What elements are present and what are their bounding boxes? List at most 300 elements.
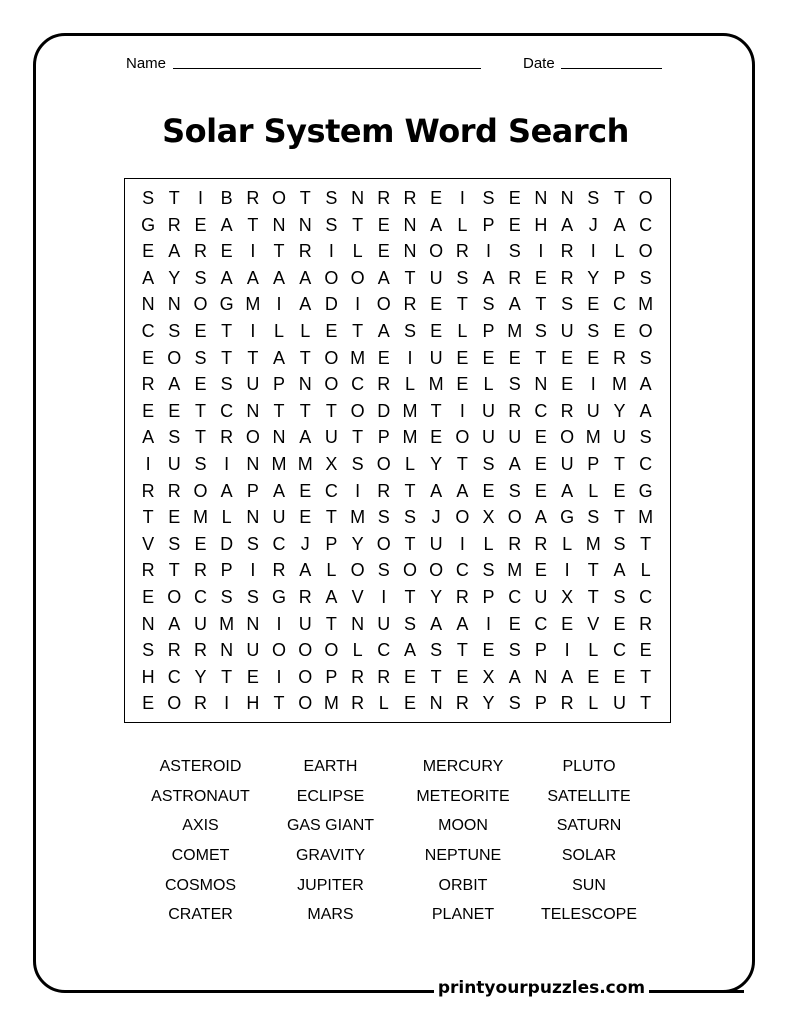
grid-letter[interactable]: Y [194,666,207,687]
grid-letter[interactable]: O [560,427,575,448]
grid-letter[interactable]: R [508,267,522,288]
grid-letter[interactable]: E [377,347,390,368]
grid-letter[interactable]: R [298,241,312,262]
grid-letter[interactable]: Y [351,533,364,554]
grid-letter[interactable]: R [272,560,286,581]
grid-letter[interactable]: U [429,347,443,368]
grid-letter[interactable]: U [377,613,391,634]
grid-letter[interactable]: E [142,347,155,368]
grid-letter[interactable]: N [403,214,417,235]
grid-letter[interactable]: R [141,480,155,501]
grid-letter[interactable]: E [613,666,626,687]
grid-letter[interactable]: O [350,560,365,581]
grid-letter[interactable]: A [273,347,286,368]
grid-letter[interactable]: T [535,347,547,368]
grid-letter[interactable]: A [639,400,652,421]
grid-letter[interactable]: T [299,188,311,208]
grid-letter[interactable]: S [246,586,259,607]
grid-letter[interactable]: E [587,294,600,315]
grid-letter[interactable]: R [167,480,181,501]
grid-letter[interactable]: O [167,693,182,714]
grid-letter[interactable]: C [167,666,181,687]
grid-letter[interactable]: E [403,693,416,714]
grid-letter[interactable]: E [534,267,547,288]
grid-letter[interactable]: A [246,267,259,288]
grid-letter[interactable]: E [142,693,155,714]
grid-letter[interactable]: A [430,214,443,235]
grid-letter[interactable]: T [194,400,206,421]
grid-letter[interactable]: Y [168,267,181,288]
grid-letter[interactable]: D [324,294,338,315]
grid-letter[interactable]: T [221,347,233,368]
grid-letter[interactable]: I [355,294,361,315]
grid-letter[interactable]: D [220,533,234,554]
grid-letter[interactable]: S [508,640,521,661]
grid-letter[interactable]: A [377,320,390,341]
grid-letter[interactable]: U [298,613,312,634]
grid-letter[interactable]: A [639,374,652,395]
grid-letter[interactable]: C [193,586,207,607]
grid-letter[interactable]: S [430,640,443,661]
grid-letter[interactable]: S [587,188,600,208]
grid-letter[interactable]: R [455,586,469,607]
grid-letter[interactable]: S [403,507,416,528]
grid-letter[interactable]: J [300,533,310,554]
grid-letter[interactable]: O [638,241,653,262]
grid-letter[interactable]: P [613,267,626,288]
grid-letter[interactable]: I [276,666,282,687]
grid-letter[interactable]: L [588,480,599,501]
grid-letter[interactable]: M [323,693,339,714]
grid-letter[interactable]: M [350,347,366,368]
grid-letter[interactable]: P [246,480,259,501]
grid-letter[interactable]: O [429,560,444,581]
grid-letter[interactable]: X [482,666,495,687]
grid-letter[interactable]: T [273,693,285,714]
grid-letter[interactable]: A [168,241,181,262]
grid-letter[interactable]: R [141,560,155,581]
grid-letter[interactable]: S [639,267,652,288]
grid-letter[interactable]: C [220,400,234,421]
grid-letter[interactable]: O [298,640,313,661]
grid-letter[interactable]: T [299,347,311,368]
grid-letter[interactable]: I [276,613,282,634]
grid-letter[interactable]: M [192,507,208,528]
grid-letter[interactable]: T [535,294,547,315]
grid-letter[interactable]: L [352,241,363,262]
grid-letter[interactable]: O [376,533,391,554]
grid-letter[interactable]: P [534,640,547,661]
grid-letter[interactable]: T [613,507,625,528]
grid-letter[interactable]: V [587,613,600,634]
grid-letter[interactable]: E [587,666,600,687]
grid-letter[interactable]: E [613,480,626,501]
grid-letter[interactable]: E [613,320,626,341]
grid-letter[interactable]: A [168,374,181,395]
grid-letter[interactable]: U [167,453,181,474]
grid-letter[interactable]: S [168,320,181,341]
grid-letter[interactable]: E [168,507,181,528]
grid-letter[interactable]: U [429,267,443,288]
grid-letter[interactable]: O [638,188,653,208]
grid-letter[interactable]: E [456,374,469,395]
grid-letter[interactable]: O [350,267,365,288]
grid-letter[interactable]: A [273,480,286,501]
grid-letter[interactable]: E [168,400,181,421]
grid-letter[interactable]: E [613,613,626,634]
grid-letter[interactable]: U [482,427,496,448]
grid-letter[interactable]: I [564,640,570,661]
grid-letter[interactable]: X [482,507,495,528]
grid-letter[interactable]: O [455,507,470,528]
grid-letter[interactable]: V [142,533,155,554]
grid-letter[interactable]: U [612,693,626,714]
grid-letter[interactable]: O [245,427,260,448]
grid-letter[interactable]: X [325,453,338,474]
grid-letter[interactable]: T [221,320,233,341]
grid-letter[interactable]: S [561,294,574,315]
grid-letter[interactable]: T [640,666,652,687]
grid-letter[interactable]: I [459,188,465,208]
grid-letter[interactable]: M [507,320,523,341]
grid-letter[interactable]: S [377,507,390,528]
grid-letter[interactable]: T [640,533,652,554]
grid-letter[interactable]: T [247,214,259,235]
grid-letter[interactable]: C [272,533,286,554]
grid-letter[interactable]: O [324,374,339,395]
grid-letter[interactable]: J [431,507,441,528]
grid-letter[interactable]: L [562,533,573,554]
grid-letter[interactable]: E [561,613,574,634]
grid-letter[interactable]: N [272,214,286,235]
grid-letter[interactable]: J [588,214,598,235]
grid-letter[interactable]: E [194,374,207,395]
grid-letter[interactable]: A [561,214,574,235]
grid-letter[interactable]: R [560,400,574,421]
grid-letter[interactable]: R [193,693,207,714]
grid-letter[interactable]: I [459,400,465,421]
grid-letter[interactable]: P [482,586,495,607]
grid-letter[interactable]: C [612,640,626,661]
grid-letter[interactable]: A [482,267,495,288]
grid-letter[interactable]: O [167,586,182,607]
grid-letter[interactable]: U [586,400,600,421]
grid-letter[interactable]: T [247,347,259,368]
grid-letter[interactable]: C [377,640,391,661]
grid-letter[interactable]: A [299,560,312,581]
grid-letter[interactable]: S [639,347,652,368]
grid-letter[interactable]: L [614,241,625,262]
grid-letter[interactable]: E [508,347,521,368]
grid-letter[interactable]: R [403,294,417,315]
grid-letter[interactable]: U [534,586,548,607]
grid-letter[interactable]: T [456,294,468,315]
grid-letter[interactable]: M [638,294,654,315]
grid-letter[interactable]: I [328,241,334,262]
grid-letter[interactable]: I [486,613,492,634]
grid-letter[interactable]: N [429,693,443,714]
grid-letter[interactable]: N [246,400,260,421]
grid-letter[interactable]: M [350,507,366,528]
grid-letter[interactable]: L [352,640,363,661]
grid-letter[interactable]: N [560,188,574,208]
grid-letter[interactable]: H [141,666,155,687]
grid-letter[interactable]: Y [430,586,443,607]
grid-letter[interactable]: E [534,560,547,581]
grid-letter[interactable]: E [377,241,390,262]
grid-letter[interactable]: R [377,666,391,687]
name-line[interactable] [173,54,481,69]
grid-letter[interactable]: S [325,188,338,208]
grid-letter[interactable]: L [404,374,415,395]
grid-letter[interactable]: A [299,267,312,288]
grid-letter[interactable]: R [560,267,574,288]
grid-letter[interactable]: S [168,427,181,448]
grid-letter[interactable]: M [219,613,235,634]
grid-letter[interactable]: O [193,480,208,501]
grid-letter[interactable]: E [482,347,495,368]
grid-letter[interactable]: O [455,427,470,448]
grid-letter[interactable]: T [325,613,337,634]
grid-letter[interactable]: U [612,427,626,448]
grid-letter[interactable]: M [638,507,654,528]
grid-letter[interactable]: L [326,560,337,581]
grid-letter[interactable]: E [403,666,416,687]
grid-letter[interactable]: S [613,533,626,554]
grid-letter[interactable]: E [299,507,312,528]
grid-letter[interactable]: V [351,586,364,607]
grid-letter[interactable]: Y [482,693,495,714]
grid-letter[interactable]: N [246,507,260,528]
grid-letter[interactable]: B [220,188,233,208]
grid-letter[interactable]: S [142,188,155,208]
grid-letter[interactable]: R [220,427,234,448]
grid-letter[interactable]: I [224,453,230,474]
grid-letter[interactable]: N [246,453,260,474]
grid-letter[interactable]: T [273,241,285,262]
grid-letter[interactable]: U [560,453,574,474]
grid-letter[interactable]: C [639,214,653,235]
grid-letter[interactable]: S [220,374,233,395]
grid-letter[interactable]: T [352,214,364,235]
grid-letter[interactable]: A [142,427,155,448]
grid-letter[interactable]: A [456,480,469,501]
grid-letter[interactable]: T [430,400,442,421]
grid-letter[interactable]: N [351,613,365,634]
grid-letter[interactable]: R [612,347,626,368]
grid-letter[interactable]: S [482,560,495,581]
grid-letter[interactable]: E [142,586,155,607]
grid-letter[interactable]: L [588,640,599,661]
grid-letter[interactable]: O [350,400,365,421]
grid-letter[interactable]: T [613,188,625,208]
grid-letter[interactable]: P [534,693,547,714]
grid-letter[interactable]: O [193,294,208,315]
grid-letter[interactable]: N [403,241,417,262]
grid-letter[interactable]: U [429,533,443,554]
grid-letter[interactable]: I [276,294,282,315]
grid-letter[interactable]: I [381,586,387,607]
grid-letter[interactable]: L [457,320,468,341]
grid-letter[interactable]: Y [613,400,626,421]
grid-letter[interactable]: E [220,241,233,262]
grid-letter[interactable]: S [639,427,652,448]
grid-letter[interactable]: C [508,586,522,607]
grid-letter[interactable]: C [639,453,653,474]
grid-letter[interactable]: I [590,374,596,395]
grid-letter[interactable]: R [560,241,574,262]
grid-letter[interactable]: I [250,560,256,581]
grid-letter[interactable]: E [142,241,155,262]
grid-letter[interactable]: S [482,294,495,315]
grid-letter[interactable]: I [564,560,570,581]
grid-letter[interactable]: P [273,374,286,395]
grid-letter[interactable]: E [508,188,521,208]
grid-letter[interactable]: T [640,693,652,714]
grid-letter[interactable]: H [246,693,260,714]
grid-letter[interactable]: M [245,294,261,315]
grid-letter[interactable]: O [324,267,339,288]
grid-letter[interactable]: T [168,560,180,581]
grid-letter[interactable]: C [324,480,338,501]
grid-letter[interactable]: I [407,347,413,368]
grid-letter[interactable]: C [455,560,469,581]
grid-letter[interactable]: N [167,294,181,315]
grid-letter[interactable]: R [377,480,391,501]
grid-letter[interactable]: E [299,480,312,501]
grid-letter[interactable]: I [590,241,596,262]
grid-letter[interactable]: D [377,400,391,421]
grid-letter[interactable]: R [455,241,469,262]
grid-letter[interactable]: M [297,453,313,474]
grid-letter[interactable]: E [482,640,495,661]
grid-letter[interactable]: N [141,613,155,634]
grid-letter[interactable]: E [194,320,207,341]
grid-letter[interactable]: Y [587,267,600,288]
grid-letter[interactable]: T [404,267,416,288]
grid-letter[interactable]: R [455,693,469,714]
grid-letter[interactable]: S [194,347,207,368]
grid-letter[interactable]: P [325,533,338,554]
grid-letter[interactable]: M [271,453,287,474]
grid-letter[interactable]: T [221,666,233,687]
grid-letter[interactable]: S [587,507,600,528]
grid-letter[interactable]: A [220,267,233,288]
grid-letter[interactable]: I [486,241,492,262]
grid-letter[interactable]: S [613,586,626,607]
grid-letter[interactable]: O [402,560,417,581]
grid-letter[interactable]: P [482,320,495,341]
grid-letter[interactable]: U [193,613,207,634]
grid-letter[interactable]: O [272,188,287,208]
grid-letter[interactable]: L [588,693,599,714]
grid-letter[interactable]: T [194,427,206,448]
grid-letter[interactable]: O [376,294,391,315]
grid-letter[interactable]: N [246,613,260,634]
grid-letter[interactable]: S [482,453,495,474]
grid-letter[interactable]: R [639,613,653,634]
grid-letter[interactable]: A [142,267,155,288]
grid-letter[interactable]: U [482,400,496,421]
grid-letter[interactable]: T [299,400,311,421]
grid-letter[interactable]: T [456,640,468,661]
grid-letter[interactable]: R [377,188,391,208]
grid-letter[interactable]: O [298,693,313,714]
grid-letter[interactable]: E [430,188,443,208]
grid-letter[interactable]: T [325,507,337,528]
grid-letter[interactable]: I [145,453,151,474]
grid-letter[interactable]: L [483,374,494,395]
grid-letter[interactable]: O [324,347,339,368]
grid-letter[interactable]: S [482,188,495,208]
grid-letter[interactable]: S [377,560,390,581]
grid-letter[interactable]: L [300,320,311,341]
grid-letter[interactable]: T [352,427,364,448]
grid-letter[interactable]: R [246,188,260,208]
grid-letter[interactable]: G [560,507,575,528]
grid-letter[interactable]: U [246,640,260,661]
grid-letter[interactable]: N [351,188,365,208]
grid-letter[interactable]: T [404,586,416,607]
grid-letter[interactable]: E [325,320,338,341]
grid-letter[interactable]: C [141,320,155,341]
grid-letter[interactable]: E [430,320,443,341]
grid-letter[interactable]: I [250,320,256,341]
grid-letter[interactable]: T [142,507,154,528]
grid-letter[interactable]: L [221,507,232,528]
grid-letter[interactable]: Y [430,453,443,474]
grid-letter[interactable]: E [430,294,443,315]
grid-letter[interactable]: L [404,453,415,474]
grid-letter[interactable]: T [587,560,599,581]
grid-letter[interactable]: M [585,427,601,448]
grid-letter[interactable]: N [534,666,548,687]
grid-letter[interactable]: N [141,294,155,315]
grid-letter[interactable]: A [613,560,626,581]
grid-letter[interactable]: E [587,347,600,368]
grid-letter[interactable]: R [351,693,365,714]
grid-letter[interactable]: A [299,427,312,448]
grid-letter[interactable]: E [561,374,574,395]
grid-letter[interactable]: E [456,666,469,687]
grid-letter[interactable]: A [377,267,390,288]
grid-letter[interactable]: R [193,241,207,262]
grid-letter[interactable]: T [613,453,625,474]
grid-letter[interactable]: N [220,640,234,661]
grid-letter[interactable]: C [534,613,548,634]
grid-letter[interactable]: I [459,533,465,554]
grid-letter[interactable]: A [561,666,574,687]
grid-letter[interactable]: M [428,374,444,395]
grid-letter[interactable]: C [351,374,365,395]
grid-letter[interactable]: M [402,400,418,421]
grid-letter[interactable]: A [456,613,469,634]
grid-letter[interactable]: A [561,480,574,501]
grid-letter[interactable]: O [638,320,653,341]
grid-letter[interactable]: R [560,693,574,714]
grid-letter[interactable]: P [325,666,338,687]
grid-letter[interactable]: A [613,214,626,235]
grid-letter[interactable]: I [250,241,256,262]
grid-letter[interactable]: R [167,640,181,661]
grid-letter[interactable]: O [272,640,287,661]
grid-letter[interactable]: O [324,640,339,661]
grid-letter[interactable]: S [508,480,521,501]
grid-letter[interactable]: U [324,427,338,448]
grid-letter[interactable]: A [430,613,443,634]
grid-letter[interactable]: E [482,480,495,501]
grid-letter[interactable]: R [377,374,391,395]
